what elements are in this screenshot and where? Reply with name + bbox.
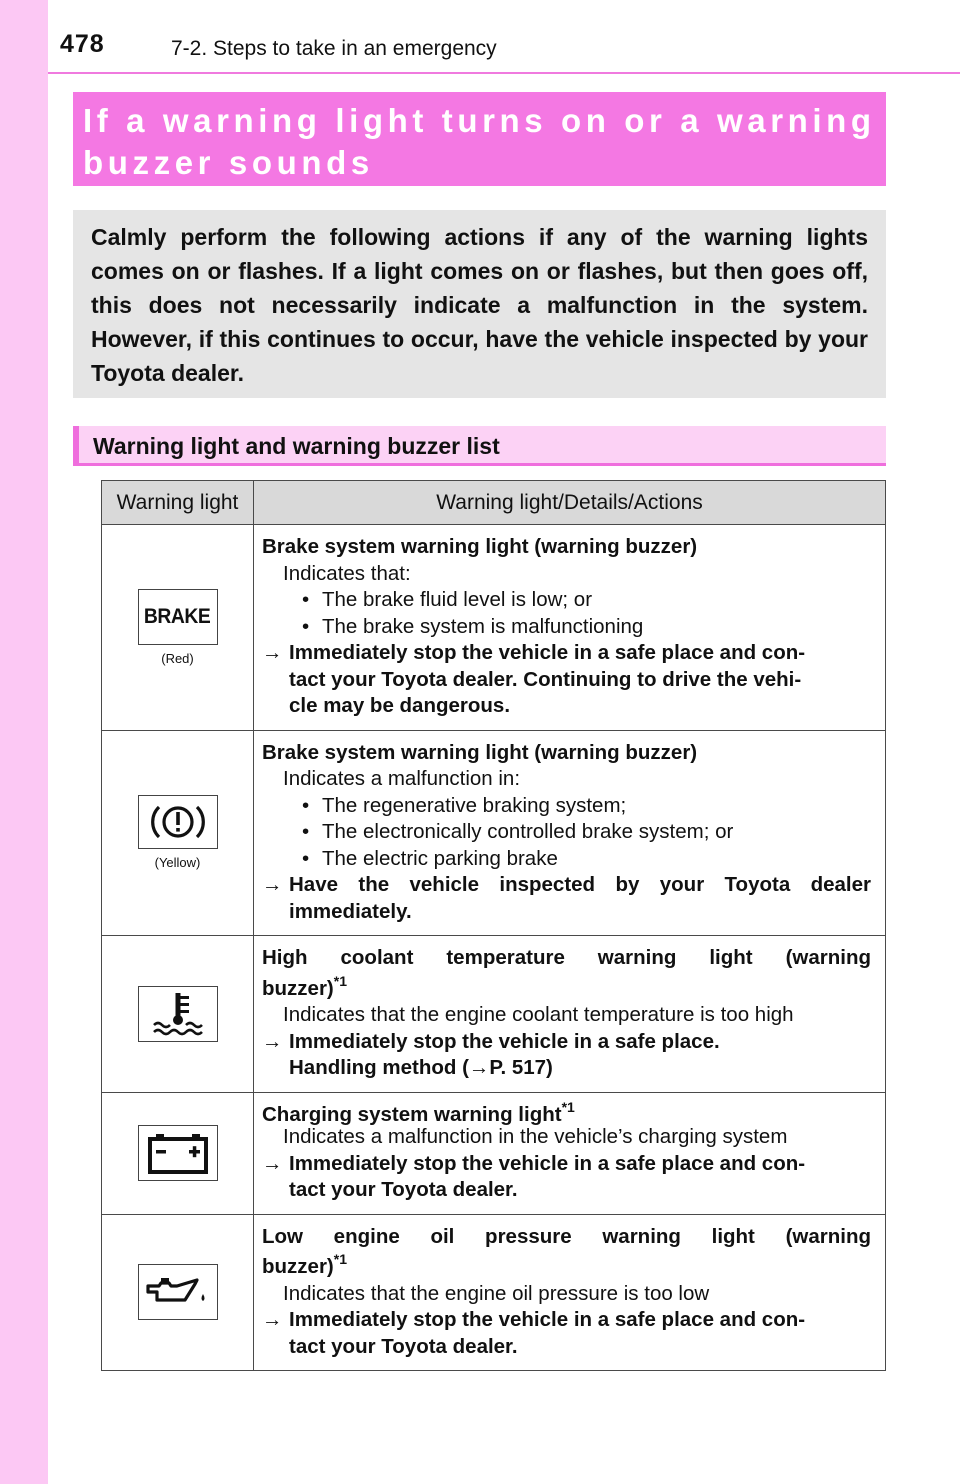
action-text: → Immediately stop the vehicle in a safe place. Handling method (→P. 517) xyxy=(262,1029,720,1079)
arrow-icon: → xyxy=(262,1029,283,1053)
arrow-icon: → xyxy=(262,1308,283,1331)
oil-can-icon xyxy=(138,1264,218,1320)
details-cell xyxy=(254,1092,886,1214)
warning-title: Brake system warning light (warning buzzer) xyxy=(262,535,698,558)
warning-light-cell xyxy=(102,936,254,1093)
intro-text: Calmly perform the following actions if any of the warning lights comes on or flashes. If a light comes on or flashes, but then goes off, this does not necessarily indicate a malfunction in the system. However, if this continues to occur, have the vehicle inspected by your Toyota dealer. xyxy=(91,224,868,386)
list-item: • The brake fluid level is low; or xyxy=(302,588,593,611)
footnote-marker: *1 xyxy=(333,1251,347,1267)
color-label: (Yellow) xyxy=(154,855,201,871)
brake-text-icon xyxy=(138,589,218,645)
details-cell xyxy=(254,936,886,1093)
indicates-text: Indicates a malfunction in: xyxy=(283,767,521,790)
color-label: (Red) xyxy=(161,650,194,666)
table-row xyxy=(102,1214,886,1371)
list-item: • The regenerative braking system; xyxy=(302,793,627,817)
section-title: 7-2. Steps to take in an emergency xyxy=(171,37,497,60)
warning-title-line-1: High coolant temperature warning light (warning xyxy=(262,946,871,969)
intro-box xyxy=(73,210,886,398)
side-color-band xyxy=(0,0,48,1484)
arrow-icon: → xyxy=(262,873,283,896)
table-row xyxy=(102,936,886,1093)
table-row xyxy=(102,1092,886,1214)
coolant-temperature-icon xyxy=(138,986,218,1042)
header-details-actions: Warning light/Details/Actions xyxy=(254,481,886,525)
header-divider xyxy=(48,72,960,74)
page-title-box xyxy=(73,92,886,186)
warning-light-cell xyxy=(102,525,254,731)
page-title-line-1: If a warning light turns on or a warning xyxy=(83,102,876,139)
indicates-text: Indicates that the engine oil pressure is too low xyxy=(283,1281,710,1305)
action-text: → Immediately stop the vehicle in a safe place and con- tact your Toyota dealer. Continuing to drive the vehi- cle may be dangerous. xyxy=(262,641,806,717)
warning-title-line-1: Low engine oil pressure warning light (warning xyxy=(262,1224,871,1248)
warning-title: Brake system warning light (warning buzzer) xyxy=(262,740,698,764)
list-item: • The electronically controlled brake system; or xyxy=(302,820,734,843)
list-item: • The electric parking brake xyxy=(302,846,558,870)
indicates-text: Indicates that the engine coolant temperature is too high xyxy=(283,1003,794,1026)
table-row xyxy=(102,730,886,936)
warning-title-line-2: buzzer)$^{*1}$ xyxy=(262,1251,347,1278)
warning-light-table xyxy=(101,480,886,1371)
arrow-icon: → xyxy=(262,641,283,664)
footnote-marker: *1 xyxy=(561,1098,575,1115)
warning-title-line-2: buzzer)$^{*1}$ xyxy=(262,972,347,1000)
action-text: → Immediately stop the vehicle in a safe place and con- tact your Toyota dealer. xyxy=(262,1151,806,1201)
details-cell xyxy=(254,525,886,731)
header-warning-light: Warning light xyxy=(102,481,254,525)
details-cell xyxy=(254,1214,886,1371)
page-title-line-2: buzzer sounds xyxy=(83,144,374,181)
footnote-marker: *1 xyxy=(333,972,347,989)
page-number: 478 xyxy=(60,30,105,58)
indicates-text: Indicates that: xyxy=(283,561,411,585)
warning-light-cell xyxy=(102,730,254,936)
warning-light-cell xyxy=(102,1214,254,1371)
warning-light-cell xyxy=(102,1092,254,1214)
action-text: → Have the vehicle inspected by your Toyota dealer immediately. xyxy=(262,873,871,923)
battery-icon xyxy=(138,1125,218,1181)
brake-icon-label: BRAKE xyxy=(144,604,211,628)
warning-title: Charging system warning light$^{*1}$ xyxy=(262,1098,575,1126)
action-text: → Immediately stop the vehicle in a safe place and con- tact your Toyota dealer. xyxy=(262,1308,806,1358)
subheading: Warning light and warning buzzer list xyxy=(93,433,500,459)
indicates-text: Indicates a malfunction in the vehicle’s charging system xyxy=(283,1125,788,1148)
details-cell xyxy=(254,730,886,936)
arrow-icon: → xyxy=(262,1151,283,1175)
subheading-bar xyxy=(73,426,886,466)
table-row xyxy=(102,525,886,731)
brake-circle-exclamation-icon xyxy=(138,795,218,849)
list-item: • The brake system is malfunctioning xyxy=(302,614,644,638)
table-header-row xyxy=(102,481,886,525)
